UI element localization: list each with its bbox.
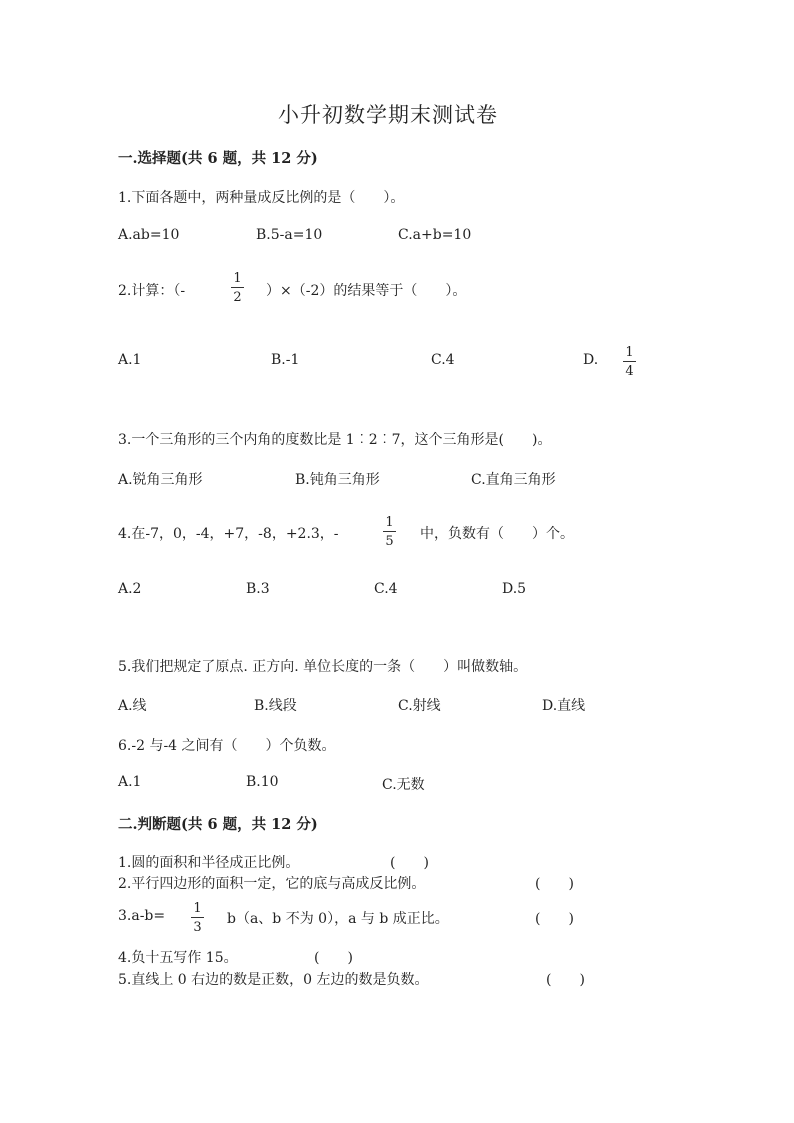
fraction-denominator: 2 xyxy=(233,290,242,305)
judge-item-3-fraction xyxy=(191,902,204,934)
judge-item-3-prefix: 3.a-b= xyxy=(118,908,166,924)
q1-option-b: B.5-a=10 xyxy=(256,227,323,243)
question-6: 6.-2 与-4 之间有（ ）个负数。 xyxy=(118,738,336,754)
fraction-denominator: 4 xyxy=(625,364,634,379)
q2-option-b: B.-1 xyxy=(271,352,300,368)
judge-item-5-blank: ( ) xyxy=(546,972,585,988)
q4-option-c: C.4 xyxy=(374,581,398,597)
fraction-denominator: 3 xyxy=(193,920,202,935)
q1-option-c: C.a+b=10 xyxy=(398,227,472,243)
q5-option-b: B.线段 xyxy=(254,698,297,714)
question-4-prefix: 4.在-7，0，-4，+7，-8，+2.3，- xyxy=(118,526,339,542)
q6-option-c: C.无数 xyxy=(382,777,425,793)
question-2-prefix: 2.计算：（- xyxy=(118,283,186,299)
q2-option-d-fraction xyxy=(623,346,636,378)
q2-option-d: D. xyxy=(583,352,599,368)
judge-item-4: 4.负十五写作 15。 xyxy=(118,950,238,966)
q5-option-a: A.线 xyxy=(118,698,147,714)
fraction-numerator: 1 xyxy=(625,345,634,360)
question-2-suffix: ）×（-2）的结果等于（ ）。 xyxy=(266,283,467,299)
question-1: 1.下面各题中，两种量成反比例的是（ ）。 xyxy=(118,190,405,206)
section-heading-judge: 二.判断题(共 6 题，共 12 分) xyxy=(118,816,318,833)
q3-option-a: A.锐角三角形 xyxy=(118,472,203,488)
q5-option-c: C.射线 xyxy=(398,698,441,714)
q6-option-b: B.10 xyxy=(246,774,279,790)
judge-item-5: 5.直线上 0 右边的数是正数，0 左边的数是负数。 xyxy=(118,972,429,988)
judge-item-2: 2.平行四边形的面积一定，它的底与高成反比例。 xyxy=(118,876,426,892)
question-2-fraction xyxy=(231,272,244,304)
question-5: 5.我们把规定了原点. 正方向. 单位长度的一条（ ）叫做数轴。 xyxy=(118,659,528,675)
judge-item-2-blank: ( ) xyxy=(535,876,574,892)
question-3: 3.一个三角形的三个内角的度数比是 1︰2︰7，这个三角形是( )。 xyxy=(118,432,552,448)
q6-option-a: A.1 xyxy=(118,774,142,790)
judge-item-1-blank: ( ) xyxy=(390,855,429,871)
judge-item-4-blank: ( ) xyxy=(314,950,353,966)
page-title: 小升初数学期末测试卷 xyxy=(278,103,498,127)
judge-item-1: 1.圆的面积和半径成正比例。 xyxy=(118,855,300,871)
q2-option-a: A.1 xyxy=(118,352,142,368)
question-4-fraction xyxy=(383,516,396,548)
q1-option-a: A.ab=10 xyxy=(118,227,180,243)
fraction-numerator: 1 xyxy=(193,901,202,916)
q5-option-d: D.直线 xyxy=(542,698,586,714)
q3-option-b: B.钝角三角形 xyxy=(295,472,380,488)
q3-option-c: C.直角三角形 xyxy=(471,472,556,488)
q4-option-d: D.5 xyxy=(502,581,527,597)
fraction-numerator: 1 xyxy=(233,271,242,286)
q4-option-a: A.2 xyxy=(118,581,142,597)
fraction-numerator: 1 xyxy=(385,515,394,530)
judge-item-3-blank: ( ) xyxy=(535,911,574,927)
q4-option-b: B.3 xyxy=(246,581,270,597)
question-4-suffix: 中，负数有（ ）个。 xyxy=(420,526,574,542)
section-heading-choice: 一.选择题(共 6 题，共 12 分) xyxy=(118,150,318,167)
q2-option-c: C.4 xyxy=(431,352,455,368)
judge-item-3-suffix: b（a、b 不为 0），a 与 b 成正比。 xyxy=(227,911,449,927)
fraction-denominator: 5 xyxy=(385,534,394,549)
